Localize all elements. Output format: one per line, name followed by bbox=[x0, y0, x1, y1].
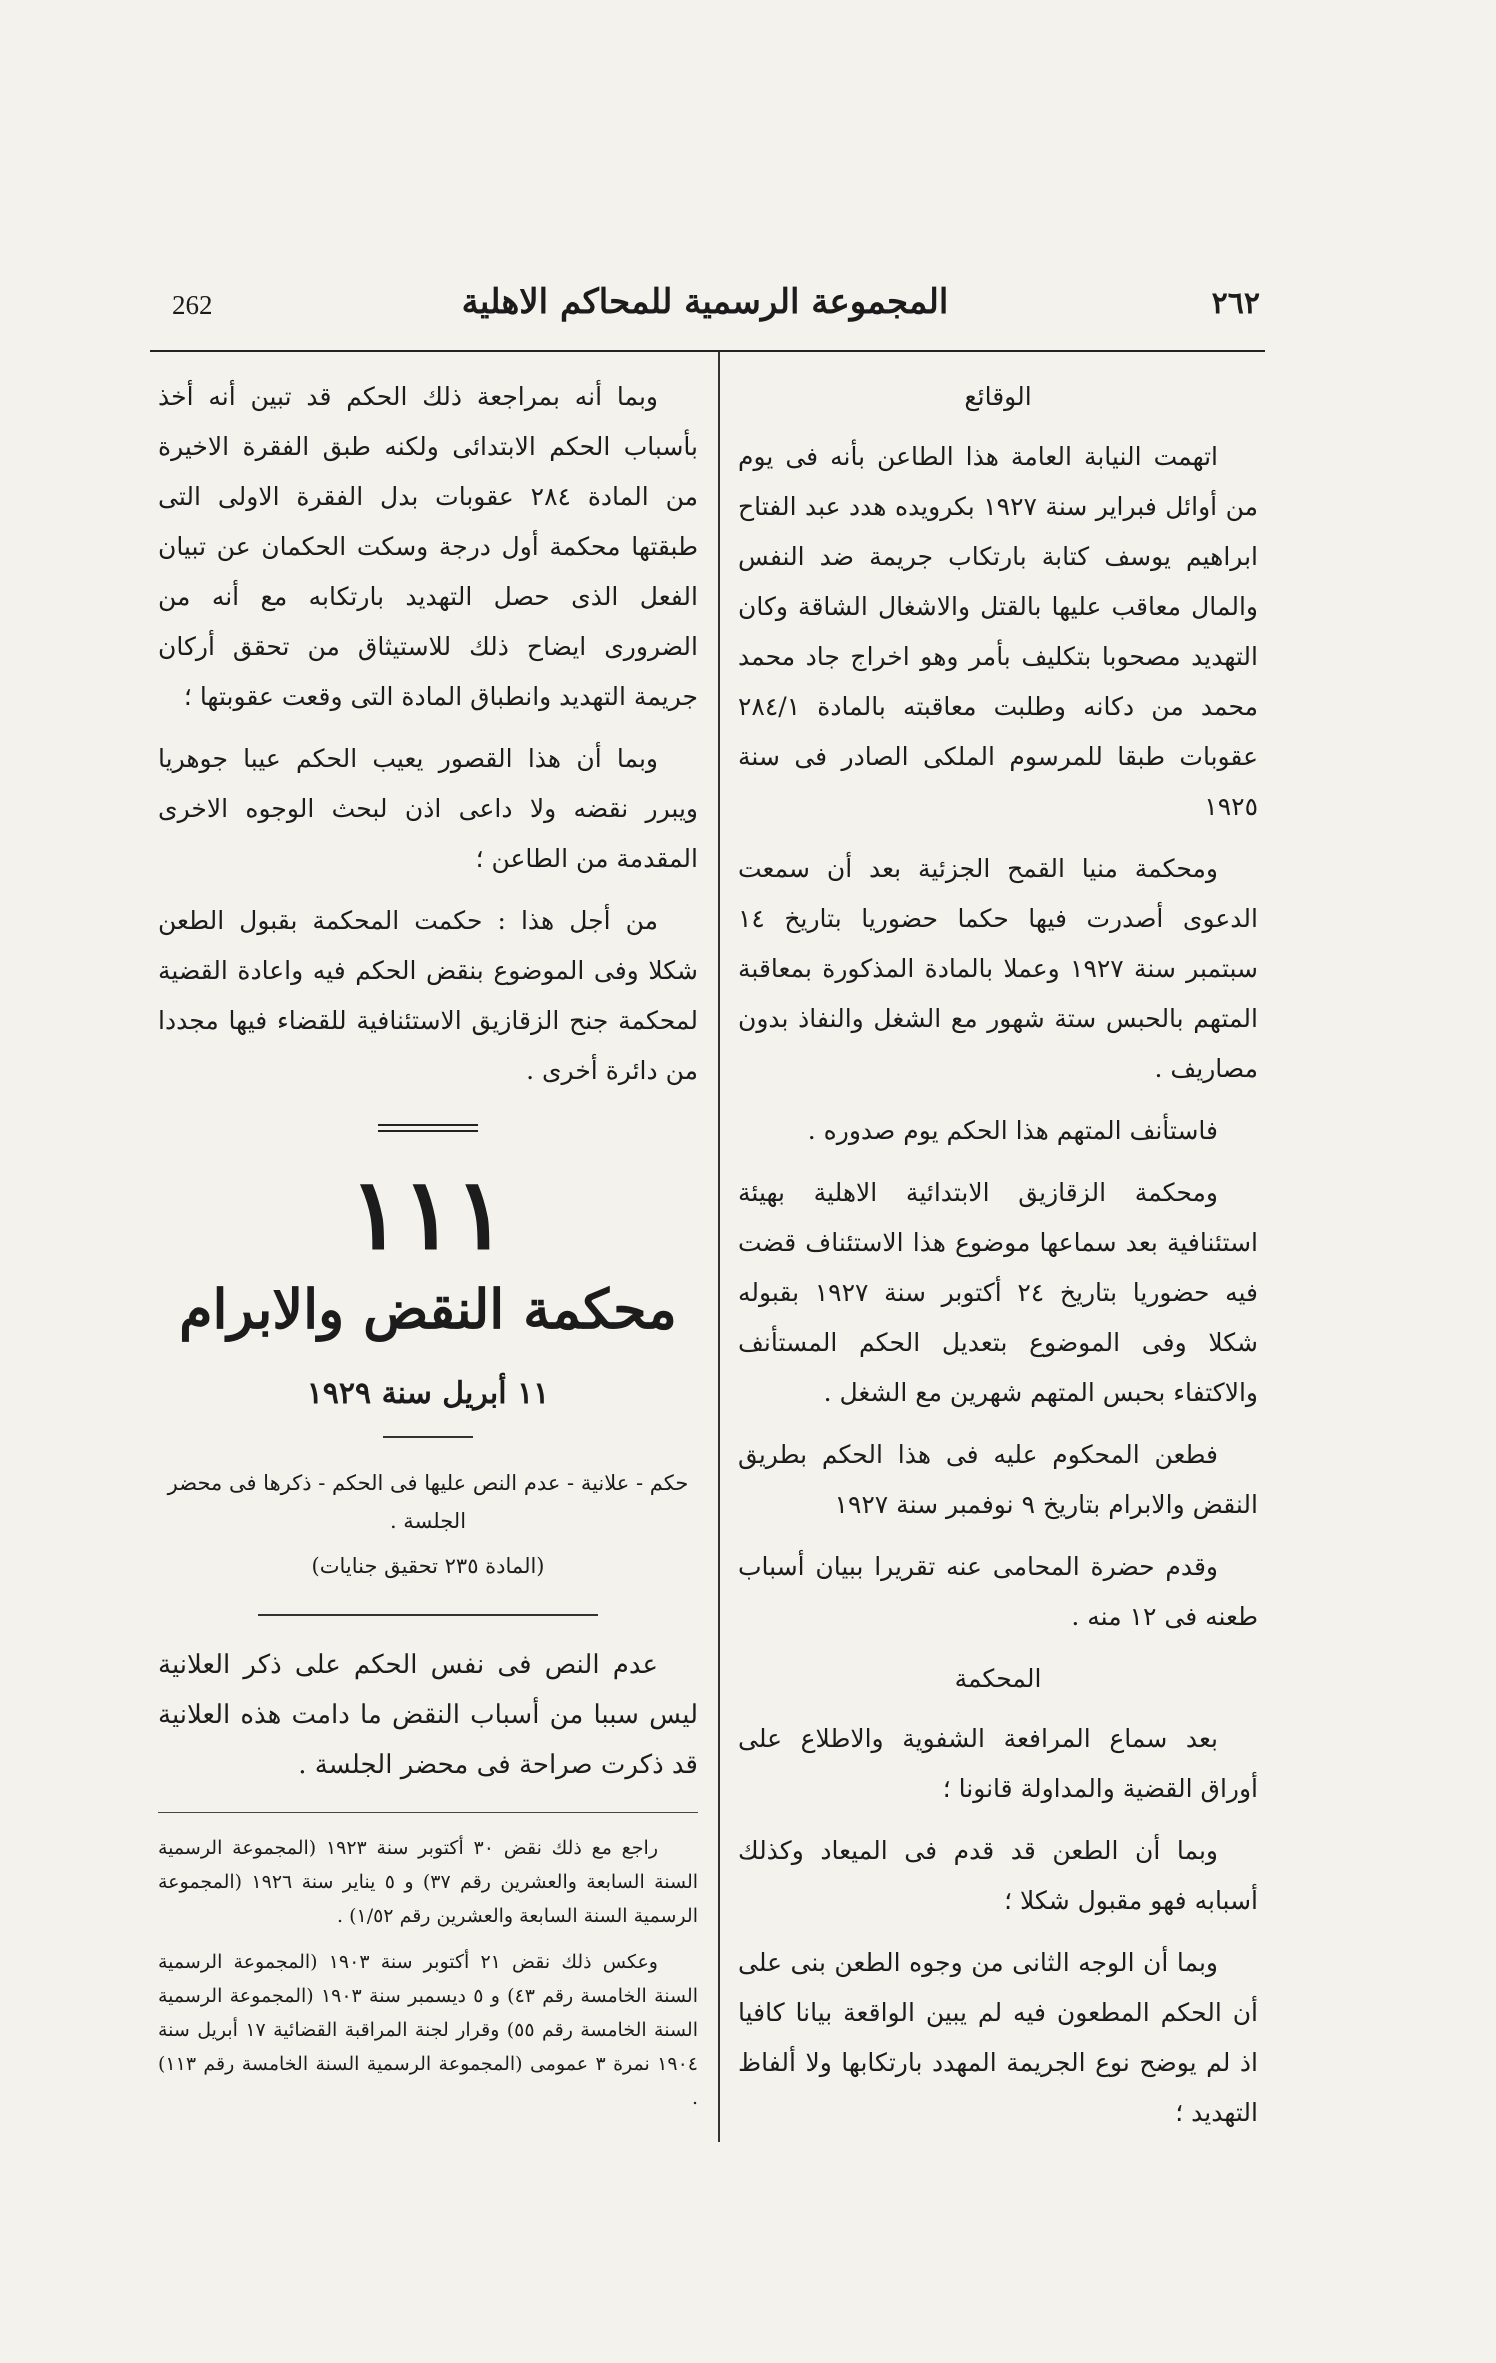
case-number: ١١١ bbox=[349, 1157, 507, 1272]
running-header bbox=[150, 282, 1260, 342]
judgment-paragraph: وبما أنه بمراجعة ذلك الحكم قد تبين أنه أخذ بأسباب الحكم الابتدائى ولكنه طبق الفقرة الاخيرة من المادة ٢٨٤ عقوبات بدل الفقرة الاولى التى طبقتها محكمة أول درجة وسكت الحكمان عن تبيان الفعل الذى حصل التهديد بارتكابه مع أنه من الضرورى ايضاح ذلك للاستيثاق من تحقق أركان جريمة التهديد وانطباق المادة التى وقعت عقوبتها ؛ bbox=[158, 382, 698, 711]
page-number-latin: 262 bbox=[172, 290, 213, 320]
judgment-paragraph: وبما أن هذا القصور يعيب الحكم عيبا جوهريا ويبرر نقضه ولا داعى اذن لبحث الوجوه الاخرى المقدمة من الطاعن ؛ bbox=[158, 744, 698, 873]
court-name: محكمة النقض والابرام bbox=[179, 1277, 677, 1341]
syllabus-rule bbox=[258, 1614, 598, 1616]
facts-paragraph: ومحكمة منيا القمح الجزئية بعد أن سمعت الدعوى أصدرت فيها حكما حضوريا بتاريخ ١٤ سبتمبر سنة ١٩٢٧ وعملا بالمادة المذكورة بمعاقبة المتهم بالحبس ستة شهور مع الشغل والنفاذ بدون مصاريف . bbox=[738, 854, 1258, 1083]
case-date: ١١ أبريل سنة ١٩٢٩ bbox=[306, 1376, 550, 1411]
facts-paragraph: اتهمت النيابة العامة هذا الطاعن بأنه فى يوم من أوائل فبراير سنة ١٩٢٧ بكرويده هدد عبد الفتاح ابراهيم يوسف كتابة بارتكاب جريمة ضد النفس والمال معاقب عليها بالقتل والاشغال الشاقة وكان التهديد مصحوبا بتكليف بأمر وهو اخراج جاد محمد محمد من دكانه وطلبت معاقبته بالمادة ٢٨٤/١ عقوبات طبقا للمرسوم الملكى الصادر فى سنة ١٩٢٥ bbox=[738, 442, 1258, 821]
facts-heading: الوقائع bbox=[964, 382, 1032, 411]
legal-principle: عدم النص فى نفس الحكم على ذكر العلانية ليس سببا من أسباب النقض ما دامت هذه العلانية قد ذكرت صراحة فى محضر الجلسة . bbox=[158, 1650, 698, 1780]
column-divider bbox=[718, 352, 720, 2142]
syllabus-reference: (المادة ٢٣٥ تحقيق جنايات) bbox=[311, 1554, 545, 1578]
court-heading: المحكمة bbox=[954, 1664, 1042, 1693]
court-paragraph: وبما أن الطعن قد قدم فى الميعاد وكذلك أسبابه فهو مقبول شكلا ؛ bbox=[738, 1836, 1258, 1915]
page-number-arabic: ٢٦٢ bbox=[1211, 286, 1260, 321]
footnote: راجع مع ذلك نقض ٣٠ أكتوبر سنة ١٩٢٣ (المجموعة الرسمية السنة السابعة والعشرين رقم ٣٧) و ٥ يناير سنة ١٩٢٦ (المجموعة الرسمية السنة السابعة والعشرين رقم ١/٥٢) . bbox=[158, 1837, 699, 1927]
syllabus: حكم - علانية - عدم النص عليها فى الحكم - ذكرها فى محضر الجلسة . bbox=[167, 1471, 689, 1533]
judgment-paragraph: من أجل هذا : حكمت المحكمة بقبول الطعن شكلا وفى الموضوع بنقض الحكم فيه واعادة القضية لمحكمة جنح الزقازيق الاستئنافية للقضاء فيها مجددا من دائرة أخرى . bbox=[158, 906, 698, 1085]
facts-paragraph: ومحكمة الزقازيق الابتدائية الاهلية بهيئة استئنافية بعد سماعها موضوع هذا الاستئناف قضت فيه حضوريا بتاريخ ٢٤ أكتوبر سنة ١٩٢٧ بقبوله شكلا وفى الموضوع بتعديل الحكم المستأنف والاكتفاء بحبس المتهم شهرين مع الشغل . bbox=[738, 1178, 1259, 1407]
facts-paragraph: فطعن المحكوم عليه فى هذا الحكم بطريق النقض والابرام بتاريخ ٩ نوفمبر سنة ١٩٢٧ bbox=[738, 1440, 1258, 1519]
facts-paragraph: فاستأنف المتهم هذا الحكم يوم صدوره . bbox=[807, 1116, 1218, 1145]
journal-title: المجموعة الرسمية للمحاكم الاهلية bbox=[461, 282, 949, 322]
date-rule bbox=[383, 1436, 473, 1438]
right-column bbox=[738, 372, 1258, 2150]
left-column bbox=[158, 372, 698, 2127]
footnote-rule bbox=[158, 1812, 698, 1813]
footnote: وعكس ذلك نقض ٢١ أكتوبر سنة ١٩٠٣ (المجموعة الرسمية السنة الخامسة رقم ٤٣) و ٥ ديسمبر سنة ١٩٠٣ (المجموعة الرسمية السنة الخامسة رقم ٥٥) وقرار لجنة المراقبة القضائية ١٧ أبريل سنة ١٩٠٤ نمرة ٣ عمومى (المجموعة الرسمية السنة الخامسة رقم ١١٣) . bbox=[158, 1951, 699, 2109]
court-paragraph: وبما أن الوجه الثانى من وجوه الطعن بنى على أن الحكم المطعون فيه لم يبين الواقعة بيانا كافيا اذ لم يوضح نوع الجريمة المهدد بارتكابها ولا ألفاظ التهديد ؛ bbox=[738, 1948, 1258, 2127]
court-paragraph: بعد سماع المرافعة الشفوية والاطلاع على أوراق القضية والمداولة قانونا ؛ bbox=[738, 1724, 1258, 1803]
header-rule bbox=[150, 350, 1265, 352]
facts-paragraph: وقدم حضرة المحامى عنه تقريرا ببيان أسباب طعنه فى ١٢ منه . bbox=[738, 1552, 1258, 1631]
section-separator bbox=[378, 1124, 478, 1132]
